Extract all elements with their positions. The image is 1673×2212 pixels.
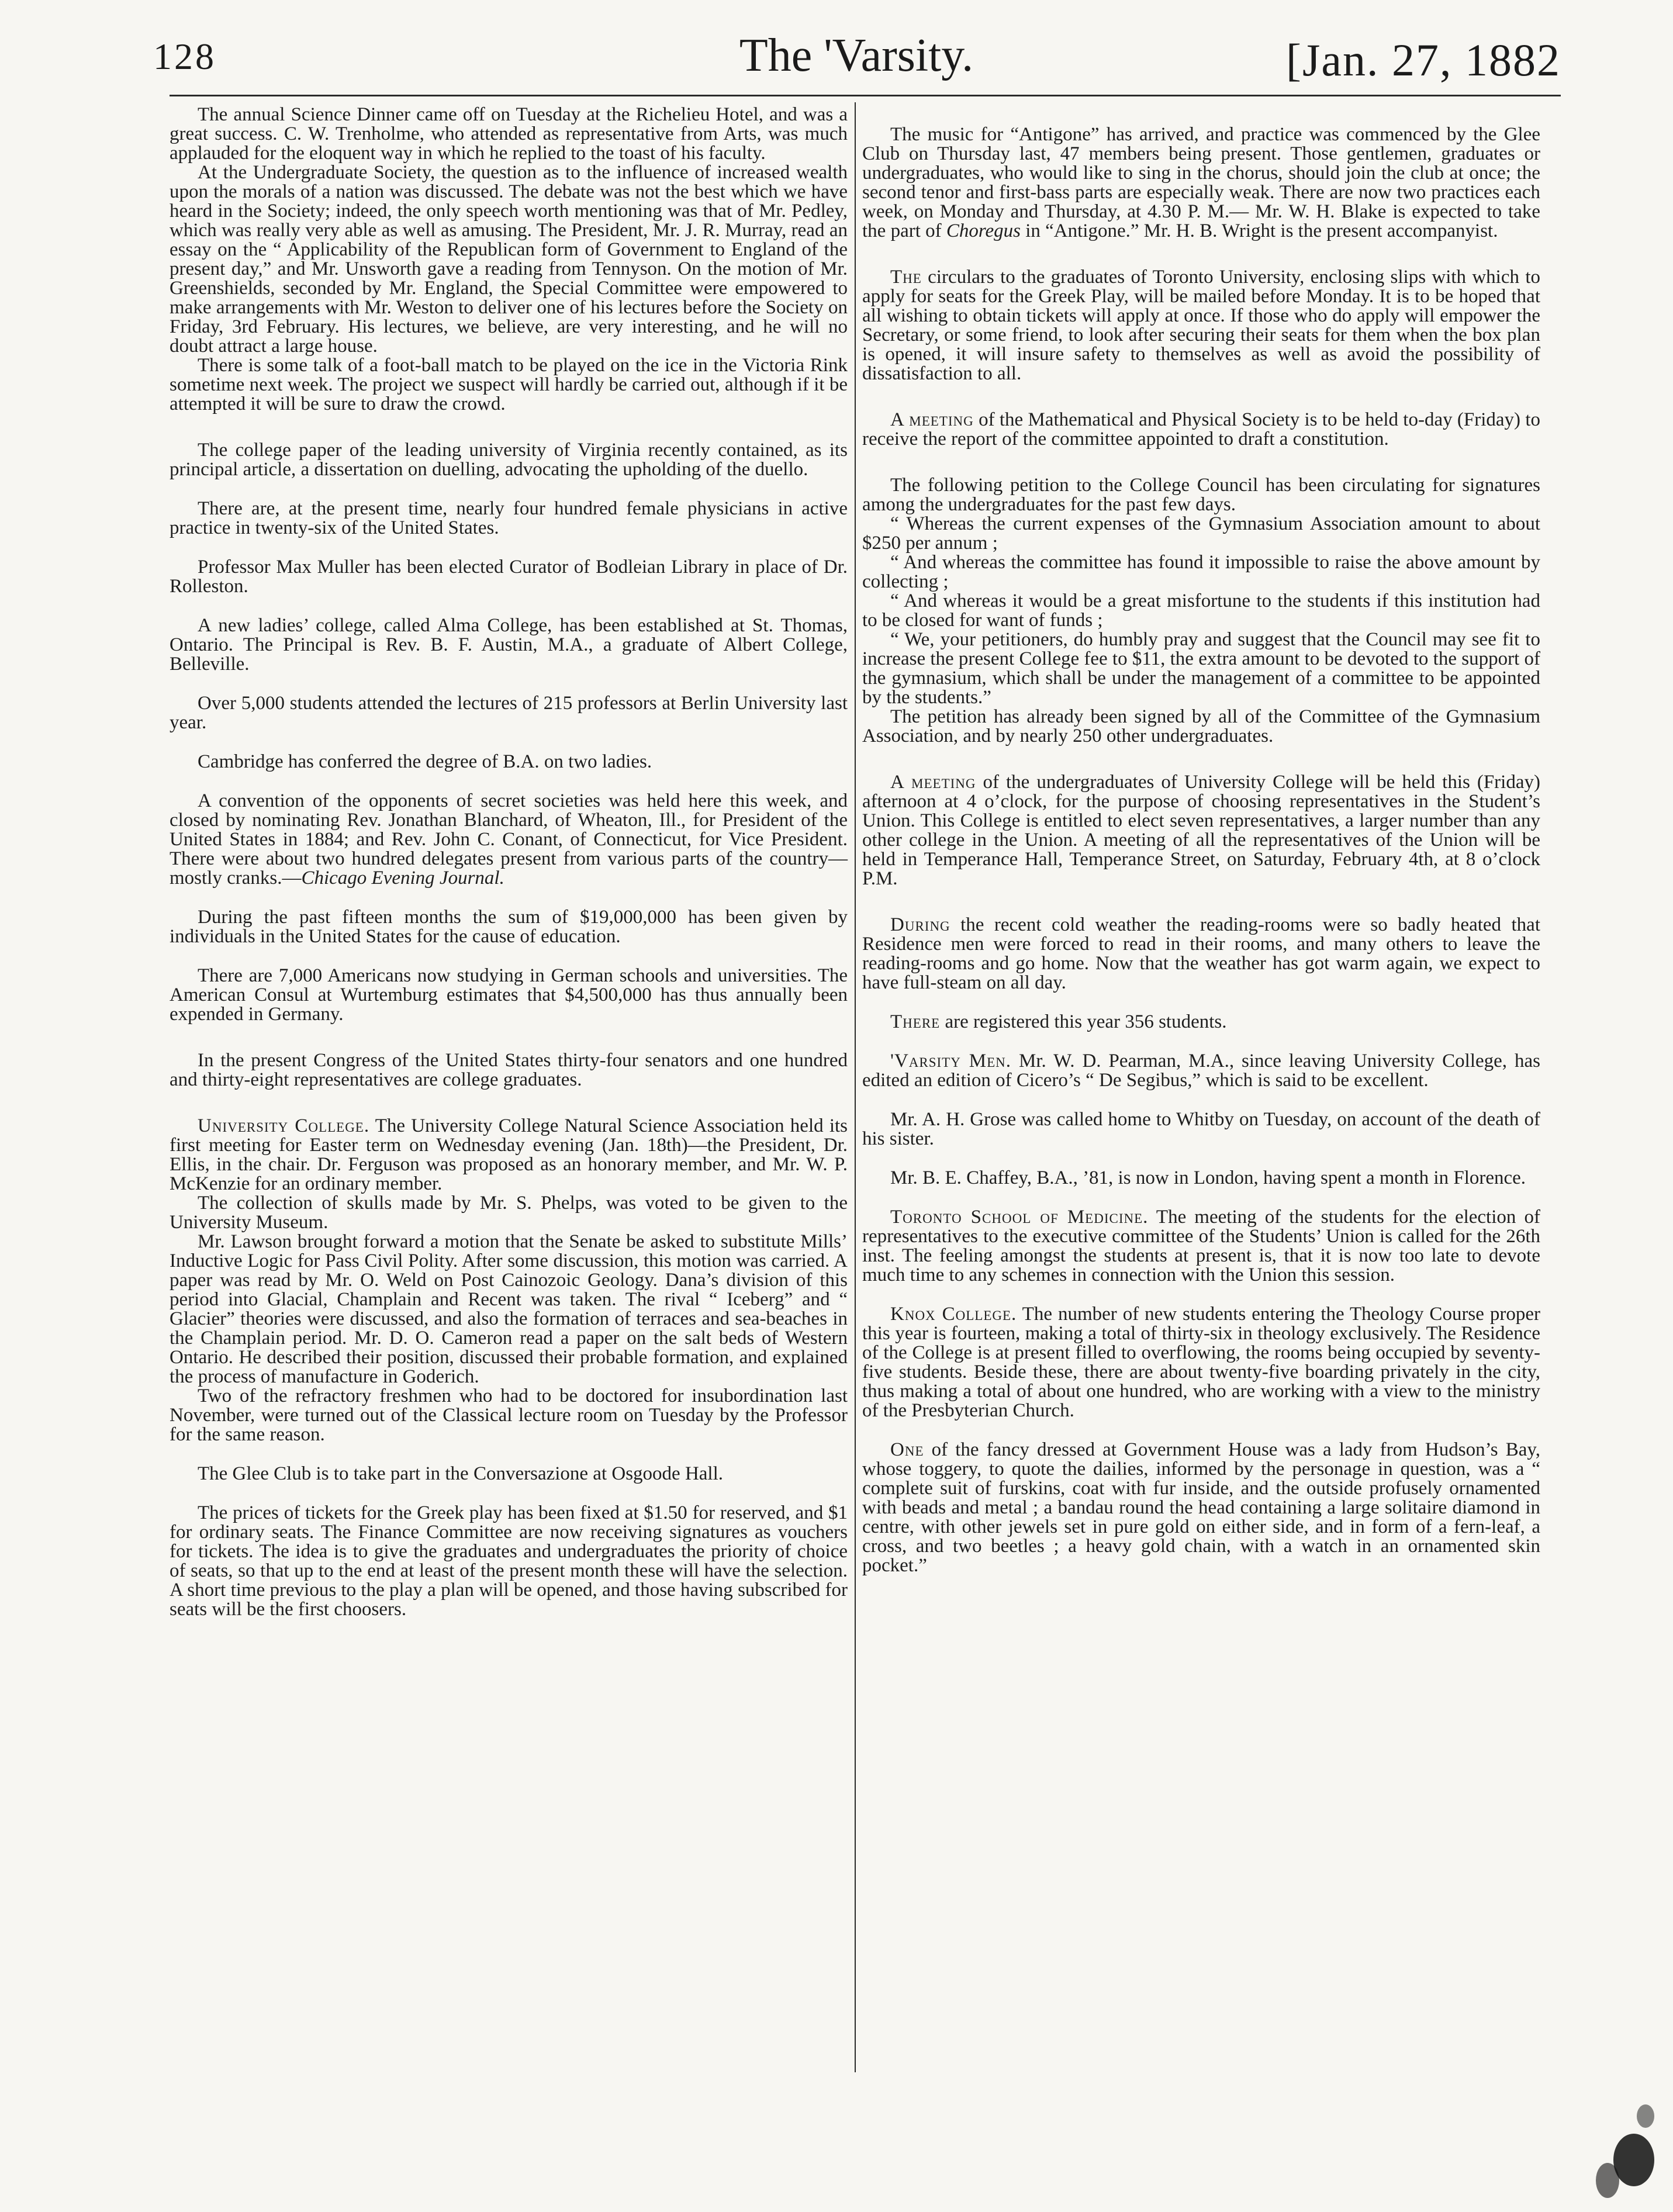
article-registered-students: There are registered this year 356 students. <box>890 1011 1227 1032</box>
article-science-dinner: The annual Science Dinner came off on Tuesday at the Richelieu Hotel, and was a great success. C. W. Trenholme, who attended as representative from Arts, was much applauded for the eloquent way in which he replied to the toast of his faculty. <box>170 104 848 164</box>
article-petition-signed: The petition has already been signed by all of the Committee of the Gymnasium Association, and by nearly 250 other undergraduates. <box>862 706 1540 746</box>
article-education-gifts: During the past fifteen months the sum of $19,000,000 has been given by individuals in the United States for the cause of education. <box>170 907 848 947</box>
article-secret-societies: A convention of the opponents of secret societies was held here this week, and closed by nominating Rev. Jonathan Blanchard, of Wheaton, Ill., for President of the United States in 1884; and Rev. John C. Conant, of Connecticut, for Vice President. There were about two hundred delegates present from various parts of the country—mostly cranks.—Chicago Evening Journal. <box>170 790 848 889</box>
article-americans-germany: There are 7,000 Americans now studying in German schools and universities. The American Consul at Wurtemburg estimates that $4,500,000 has thus annually been expended in Germany. <box>170 965 848 1025</box>
article-greek-play-circulars: The circulars to the graduates of Toronto University, enclosing slips with which to apply for seats for the Greek Play, will be mailed before Monday. It is to be hoped that all wishing to obtain tickets will apply at once. If those who do apply will empower the Secretary, or some friend, to look after securing their seats for them when the box plan is opened, it will insure safety to themselves as well as avoid the possibility of dissatisfaction to all. <box>862 267 1540 384</box>
article-refractory-freshmen: Two of the refractory freshmen who had to be doctored for insubordination last November, were turned out of the Classical lecture room on Tuesday by the Professor for the same reason. <box>170 1385 848 1445</box>
right-column <box>862 105 1540 1575</box>
article-undergraduate-society: At the Undergraduate Society, the question as to the influence of increased wealth upon the morals of a nation was discussed. The debate was not the best which we have heard in the Society; indeed, the only speech worth mentioning was that of Mr. Pedley, which was really very able as well as amusing. The President, Mr. J. R. Murray, read an essay on the “ Applicability of the Republican form of Government to England of the present day,” and Mr. Unsworth gave a reading from Tennyson. On the motion of Mr. Greenshields, seconded by Mr. England, the Special Committee were empowered to make arrangements with Mr. Weston to deliver one of his lectures before the Society on Friday, 3rd February. His lectures, we believe, are very interesting, and he will no doubt attract a large house. <box>170 162 848 357</box>
article-grose: Mr. A. H. Grose was called home to Whitby on Tuesday, on account of the death of his sister. <box>862 1109 1540 1149</box>
article-greek-play-tickets: The prices of tickets for the Greek play has been fixed at $1.50 for reserved, and $1 for ordinary seats. The Finance Committee are now receiving signatures as vouchers for tickets. The idea is to give the graduates and undergraduates the priority of choice of seats, so that up to the end at least of the present month these will have the selection. A short time previous to the play a plan will be opened, and those having subscribed for seats will be the first choosers. <box>170 1502 848 1620</box>
masthead <box>146 23 1567 99</box>
ink-speck <box>1596 2163 1619 2198</box>
article-natural-science-association: University College. The University College Natural Science Association held its first meeting for Easter term on Wednesday evening (Jan. 18th)—the President, Dr. Ellis, in the chair. Dr. Ferguson was proposed as an honorary member, and Mr. W. P. McKenzie for an ordinary member. <box>170 1115 848 1194</box>
column-divider <box>855 102 856 2072</box>
article-cambridge-degree: Cambridge has conferred the degree of B.A. on two ladies. <box>198 751 652 772</box>
article-chaffey: Mr. B. E. Chaffey, B.A., ’81, is now in London, having spent a month in Florence. <box>890 1167 1526 1188</box>
article-glee-club-conversazione: The Glee Club is to take part in the Conversazione at Osgoode Hall. <box>198 1463 724 1484</box>
petition-clause-4: “ We, your petitioners, do humbly pray and suggest that the Council may see fit to increase the present College fee to $11, the extra amount to be devoted to the support of the gymnasium, which shall be under the management of a committee to be appointed by the students.” <box>862 629 1540 708</box>
article-football-ice: There is some talk of a foot-ball match to be played on the ice in the Victoria Rink sometime next week. The project we suspect will hardly be carried out, although if it be attempted it will be sure to draw the crowd. <box>170 355 848 414</box>
article-government-house: One of the fancy dressed at Government House was a lady from Hudson’s Bay, whose toggery, to quote the dailies, informed by the personage in question, was a “ complete suit of furskins, coat with fur inside, and the outside profusely ornamented with beads and metal ; a bandau round the head containing a large solitaire diamond in centre, with other jewels set in pure gold on either side, and in form of a fern-leaf, a cross, and two beetles ; a heavy gold chain, with a watch in an ornamented skin pocket.” <box>862 1439 1540 1576</box>
article-berlin-university: Over 5,000 students attended the lectures of 215 professors at Berlin University last year. <box>170 693 848 733</box>
page-number: 128 <box>153 36 216 77</box>
article-congress-graduates: In the present Congress of the United States thirty-four senators and one hundred and thirty-eight representatives are college graduates. <box>170 1050 848 1090</box>
petition-clause-2: “ And whereas the committee has found it impossible to raise the above amount by collecting ; <box>862 552 1540 592</box>
article-lawson-motion: Mr. Lawson brought forward a motion that the Senate be asked to substitute Mills’ Inductive Logic for Pass Civil Polity. After some discussion, this motion was carried. A paper was read by Mr. O. Weld on Post Cainozoic Geology. Dana’s division of this period into Glacial, Champlain and Recent was taken. The rival “ Iceberg” and “ Glacier” theories were discussed, and also the formation of terraces and sea-beaches in the Champlain period. Mr. D. O. Cameron read a paper on the salt beds of Western Ontario. He described their position, discussed their probable formation, and explained the process of manufacture in Goderich. <box>170 1231 848 1387</box>
article-varsity-men: 'Varsity Men. Mr. W. D. Pearman, M.A., since leaving University College, has edited an edition of Cicero’s “ De Segibus,” which is said to be excellent. <box>862 1050 1540 1091</box>
article-antigone-music: The music for “Antigone” has arrived, and practice was commenced by the Glee Club on Thursday last, 47 members being present. Those gentlemen, graduates or undergraduates, who would like to sing in the chorus, should join the club at once; the second tenor and first-bass parts are especially weak. There are now two practices each week, on Monday and Thursday, at 4.30 P. M.— Mr. W. H. Blake is expected to take the part of Choregus in “Antigone.” Mr. H. B. Wright is the present accompanyist. <box>862 124 1540 241</box>
article-mathematical-society: A meeting of the Mathematical and Physical Society is to be held to-day (Friday) to receive the report of the committee appointed to draft a constitution. <box>862 409 1540 450</box>
article-students-union-meeting: A meeting of the undergraduates of University College will be held this (Friday) afternoon at 4 o’clock, for the purpose of choosing representatives in the Student’s Union. This College is entitled to elect seven representatives, a larger number than any other college in the Union. A meeting of all the representatives of the Union will be held in Temperance Hall, Temperance Street, on Saturday, February 4th, at 8 o’clock P.M. <box>862 772 1540 889</box>
issue-date: [Jan. 27, 1882 <box>1286 34 1561 85</box>
article-school-of-medicine: Toronto School of Medicine. The meeting of the students for the election of representatives to the executive committee of the Students’ Union is called for the 26th inst. The feeling amongst the students at present is, that it is now too late to devote much time to any schemes in connection with the Union this session. <box>862 1207 1540 1285</box>
left-column <box>170 105 848 1619</box>
petition-clause-3: “ And whereas it would be a great misfortune to the students if this institution had to be closed for want of funds ; <box>862 590 1540 631</box>
petition-clause-1: “ Whereas the current expenses of the Gymnasium Association amount to about $250 per annum ; <box>862 513 1540 554</box>
ink-speck <box>1637 2104 1654 2128</box>
masthead-rule <box>170 95 1561 96</box>
article-skulls-collection: The collection of skulls made by Mr. S. Phelps, was voted to be given to the University Museum. <box>170 1193 848 1233</box>
article-petition-intro: The following petition to the College Council has been circulating for signatures among the undergraduates for the past few days. <box>862 475 1540 515</box>
article-max-muller: Professor Max Muller has been elected Curator of Bodleian Library in place of Dr. Rolleston. <box>170 557 848 597</box>
article-alma-college: A new ladies’ college, called Alma College, has been established at St. Thomas, Ontario. The Principal is Rev. B. F. Austin, M.A., a graduate of Albert College, Belleville. <box>170 615 848 675</box>
newspaper-title: The 'Varsity. <box>739 30 974 81</box>
article-virginia-duelling: The college paper of the leading university of Virginia recently contained, as its principal article, a dissertation on duelling, advocating the upholding of the duello. <box>170 440 848 480</box>
article-reading-rooms: During the recent cold weather the reading-rooms were so badly heated that Residence men were forced to read in their rooms, and many others to leave the reading-rooms and go home. Now that the weather has got warm again, we expect to have full-steam on all day. <box>862 914 1540 993</box>
ink-speck <box>1613 2134 1654 2186</box>
article-knox-college: Knox College. The number of new students entering the Theology Course proper this year is fourteen, making a total of thirty-six in theology exclusively. The Residence of the College is at present filled to overflowing, the rooms being occupied by seventy-five students. Beside these, there are about twenty-five boarding privately in the city, thus making a total of about one hundred, who are working with a view to the ministry of the Presbyterian Church. <box>862 1304 1541 1421</box>
article-female-physicians: There are, at the present time, nearly four hundred female physicians in active practice in twenty-six of the United States. <box>170 498 848 538</box>
